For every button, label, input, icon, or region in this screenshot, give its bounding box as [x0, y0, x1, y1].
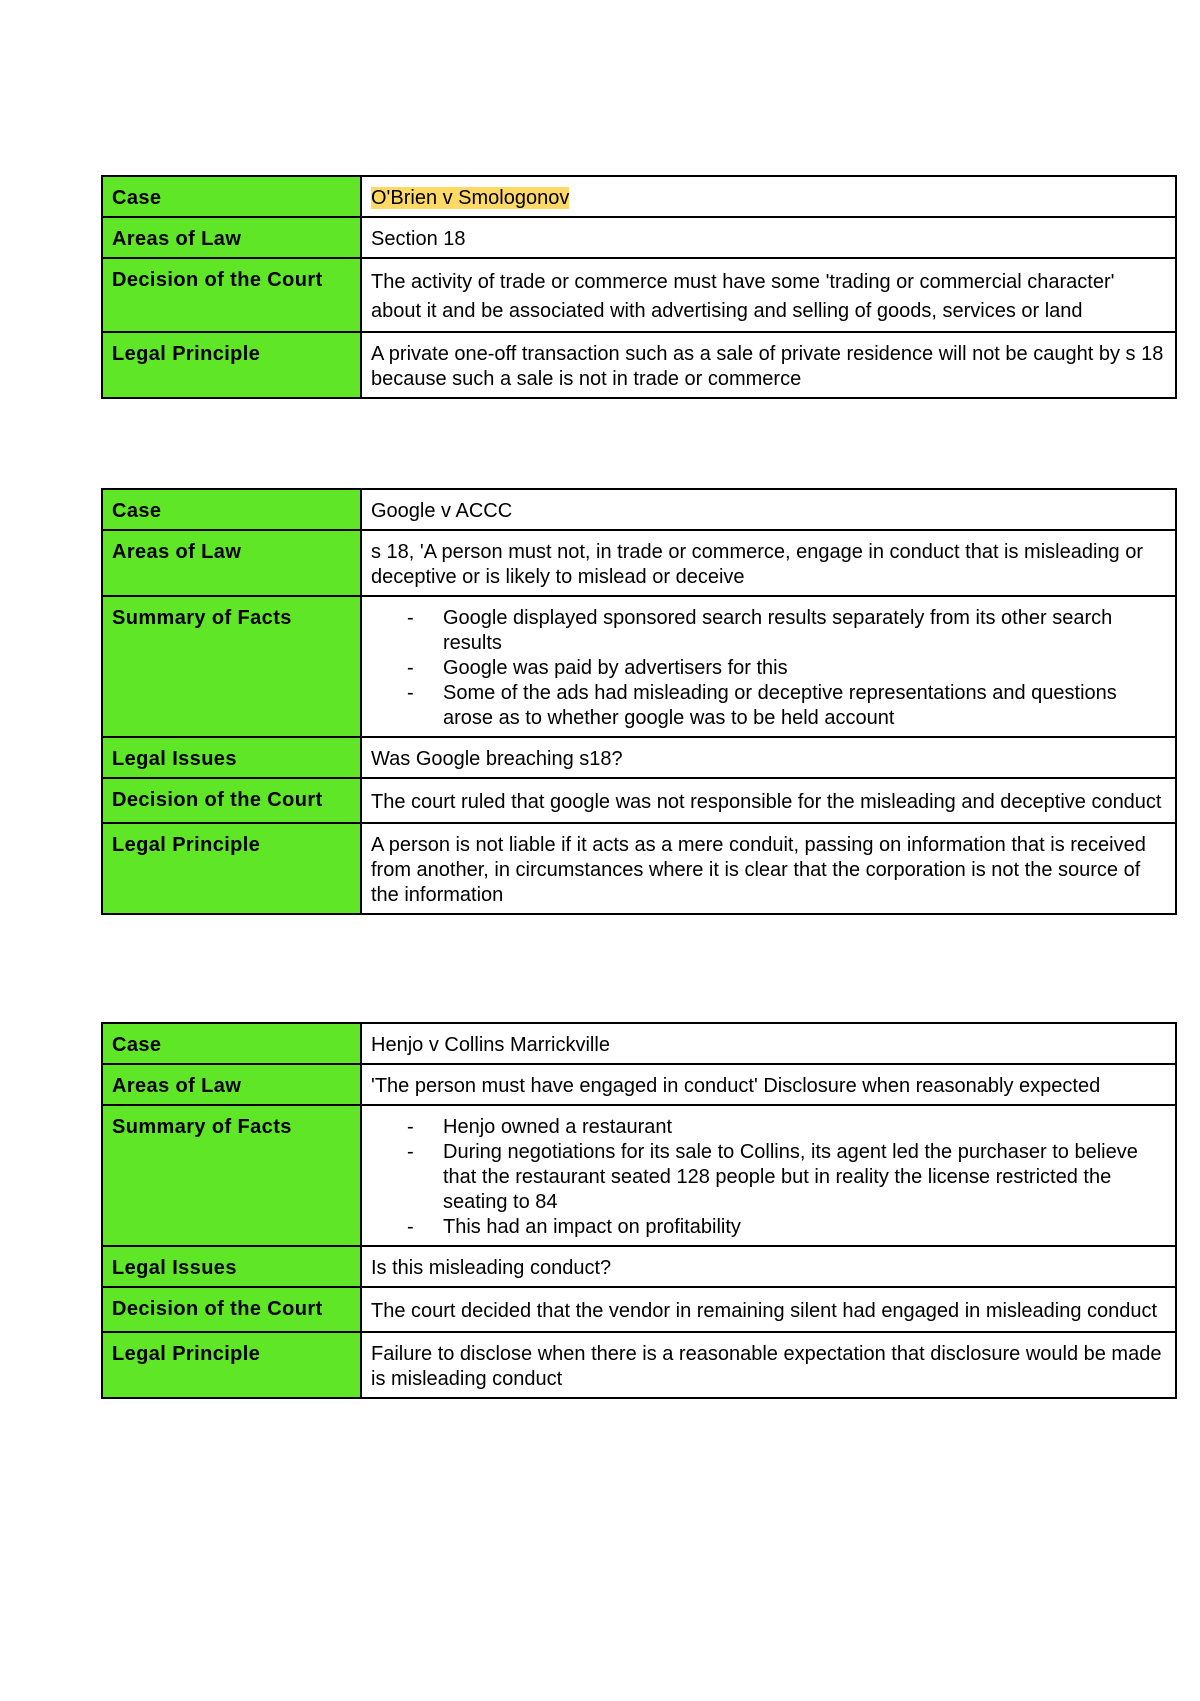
areas-of-law: Section 18 [361, 217, 1176, 258]
row-legal-principle [102, 1332, 1176, 1398]
label-areas-of-law: Areas of Law [102, 217, 361, 258]
list-marker: - [407, 607, 414, 629]
label-legal-principle: Legal Principle [102, 1332, 361, 1398]
row-decision [102, 778, 1176, 823]
list-marker: - [407, 682, 414, 704]
row-summary-of-facts [102, 596, 1176, 737]
facts-list [371, 606, 1166, 731]
case-table-obrien [101, 175, 1177, 399]
label-summary-of-facts: Summary of Facts [102, 596, 361, 737]
label-legal-issues: Legal Issues [102, 1246, 361, 1287]
decision: The court ruled that google was not responsible for the misleading and deceptive conduct [361, 778, 1176, 823]
case-name [361, 176, 1176, 217]
list-marker: - [407, 1141, 414, 1163]
list-item-text: Google was paid by advertisers for this [443, 657, 788, 679]
list-item-text: This had an impact on profitability [443, 1216, 741, 1238]
label-decision: Decision of the Court [102, 258, 361, 332]
list-item-text: During negotiations for its sale to Collins, its agent led the purchaser to believe that the restaurant seated 128 people but in reality the license restricted the seating to 84 [443, 1141, 1138, 1213]
list-item [407, 1215, 1166, 1240]
list-item-text: Google displayed sponsored search results separately from its other search results [443, 607, 1113, 654]
label-decision: Decision of the Court [102, 778, 361, 823]
legal-principle: Failure to disclose when there is a reasonable expectation that disclosure would be made is misleading conduct [361, 1332, 1176, 1398]
list-item [407, 1115, 1166, 1140]
legal-principle: A private one-off transaction such as a sale of private residence will not be caught by s 18 because such a sale is not in trade or commerce [361, 332, 1176, 398]
label-case: Case [102, 1023, 361, 1064]
label-legal-principle: Legal Principle [102, 823, 361, 914]
list-marker: - [407, 657, 414, 679]
list-item-text: Some of the ads had misleading or deceptive representations and questions arose as to whether google was to be held account [443, 682, 1117, 729]
list-item-text: Henjo owned a restaurant [443, 1116, 673, 1138]
list-item [407, 1140, 1166, 1215]
label-areas-of-law: Areas of Law [102, 530, 361, 596]
legal-issues: Is this misleading conduct? [361, 1246, 1176, 1287]
row-areas-of-law [102, 217, 1176, 258]
list-item [407, 656, 1166, 681]
row-summary-of-facts [102, 1105, 1176, 1246]
row-legal-principle [102, 823, 1176, 914]
case-name: Henjo v Collins Marrickville [361, 1023, 1176, 1064]
summary-of-facts [361, 1105, 1176, 1246]
list-marker: - [407, 1216, 414, 1238]
decision: The activity of trade or commerce must have some 'trading or commercial character' about it and be associated with advertising and selling of goods, services or land [361, 258, 1176, 332]
summary-of-facts [361, 596, 1176, 737]
row-case [102, 489, 1176, 530]
facts-list [371, 1115, 1166, 1240]
row-decision [102, 1287, 1176, 1332]
row-areas-of-law [102, 1064, 1176, 1105]
areas-of-law: s 18, 'A person must not, in trade or commerce, engage in conduct that is misleading or deceptive or is likely to mislead or deceive [361, 530, 1176, 596]
label-case: Case [102, 176, 361, 217]
row-decision [102, 258, 1176, 332]
label-case: Case [102, 489, 361, 530]
label-summary-of-facts: Summary of Facts [102, 1105, 361, 1246]
legal-issues: Was Google breaching s18? [361, 737, 1176, 778]
row-legal-issues [102, 737, 1176, 778]
row-case [102, 176, 1176, 217]
row-legal-issues [102, 1246, 1176, 1287]
label-areas-of-law: Areas of Law [102, 1064, 361, 1105]
list-item [407, 606, 1166, 656]
label-legal-principle: Legal Principle [102, 332, 361, 398]
list-marker: - [407, 1116, 414, 1138]
row-case [102, 1023, 1176, 1064]
case-name-highlight: O'Brien v Smologonov [371, 187, 570, 209]
list-item [407, 681, 1166, 731]
decision: The court decided that the vendor in remaining silent had engaged in misleading conduct [361, 1287, 1176, 1332]
case-table-google [101, 488, 1177, 915]
label-decision: Decision of the Court [102, 1287, 361, 1332]
row-legal-principle [102, 332, 1176, 398]
case-table-henjo [101, 1022, 1177, 1399]
label-legal-issues: Legal Issues [102, 737, 361, 778]
case-name: Google v ACCC [361, 489, 1176, 530]
legal-principle: A person is not liable if it acts as a mere conduit, passing on information that is received from another, in circumstances where it is clear that the corporation is not the source of the information [361, 823, 1176, 914]
row-areas-of-law [102, 530, 1176, 596]
areas-of-law: 'The person must have engaged in conduct' Disclosure when reasonably expected [361, 1064, 1176, 1105]
